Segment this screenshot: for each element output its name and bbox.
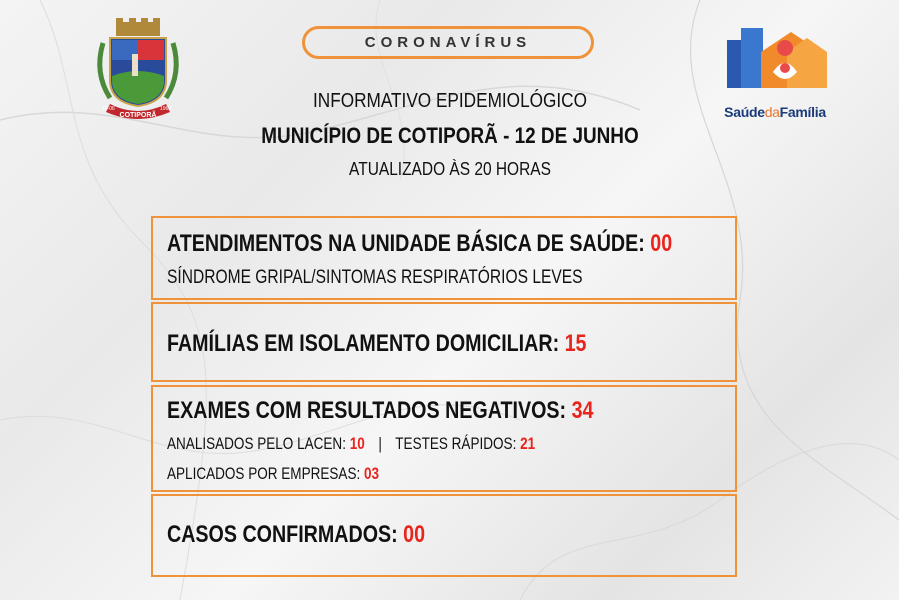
- update-time: ATUALIZADO ÀS 20 HORAS: [349, 159, 551, 179]
- lacen-value: 10: [349, 435, 365, 453]
- municipality-date: MUNICÍPIO DE COTIPORÃ - 12 DE JUNHO: [261, 123, 639, 148]
- atendimentos-label: ATENDIMENTOS NA UNIDADE BÁSICA DE SAÚDE:: [167, 230, 645, 257]
- atendimentos-subtitle: SÍNDROME GRIPAL/SINTOMAS RESPIRATÓRIOS LEVES: [167, 267, 583, 288]
- atendimentos-value: 00: [650, 230, 673, 257]
- casos-value: 00: [403, 521, 426, 548]
- crest-right-number: 1962: [160, 106, 172, 112]
- lacen-label: ANALISADOS PELO LACEN:: [167, 435, 346, 453]
- familias-value: 15: [564, 330, 587, 357]
- saude-da-familia-logo: [715, 22, 835, 122]
- atendimentos-box: [151, 216, 737, 300]
- municipal-coat-of-arms: [88, 18, 188, 123]
- familias-label: FAMÍLIAS EM ISOLAMENTO DOMICILIAR:: [167, 330, 560, 357]
- casos-line: [167, 521, 425, 549]
- empresas-line: [167, 465, 379, 484]
- rapidos-value: 21: [520, 435, 536, 453]
- casos-label: CASOS CONFIRMADOS:: [167, 521, 398, 548]
- rapidos-label: TESTES RÁPIDOS:: [395, 435, 517, 453]
- familias-box: [151, 302, 737, 382]
- familias-line: [167, 330, 587, 358]
- exames-label: EXAMES COM RESULTADOS NEGATIVOS:: [167, 397, 567, 424]
- exames-box: [151, 385, 737, 492]
- saude-da-familia-wordmark: SaúdedaFamília: [724, 104, 826, 120]
- saude-da-familia-emblem: [715, 22, 835, 102]
- crest-ribbon-text: COTIPORÃ: [119, 112, 157, 119]
- casos-box: [151, 494, 737, 577]
- coronavirus-title-pill: CORONAVÍRUS: [302, 26, 594, 59]
- breakdown-separator: |: [378, 435, 382, 453]
- bulletin-title: INFORMATIVO EPIDEMIOLÓGICO: [313, 90, 587, 112]
- exames-value: 34: [571, 397, 594, 424]
- empresas-label: APLICADOS POR EMPRESAS:: [167, 465, 361, 483]
- exames-breakdown-line: [167, 435, 535, 454]
- empresas-value: 03: [364, 465, 380, 483]
- crest-left-number: 12-06: [102, 106, 115, 112]
- atendimentos-line: [167, 230, 672, 258]
- exames-line: [167, 397, 593, 425]
